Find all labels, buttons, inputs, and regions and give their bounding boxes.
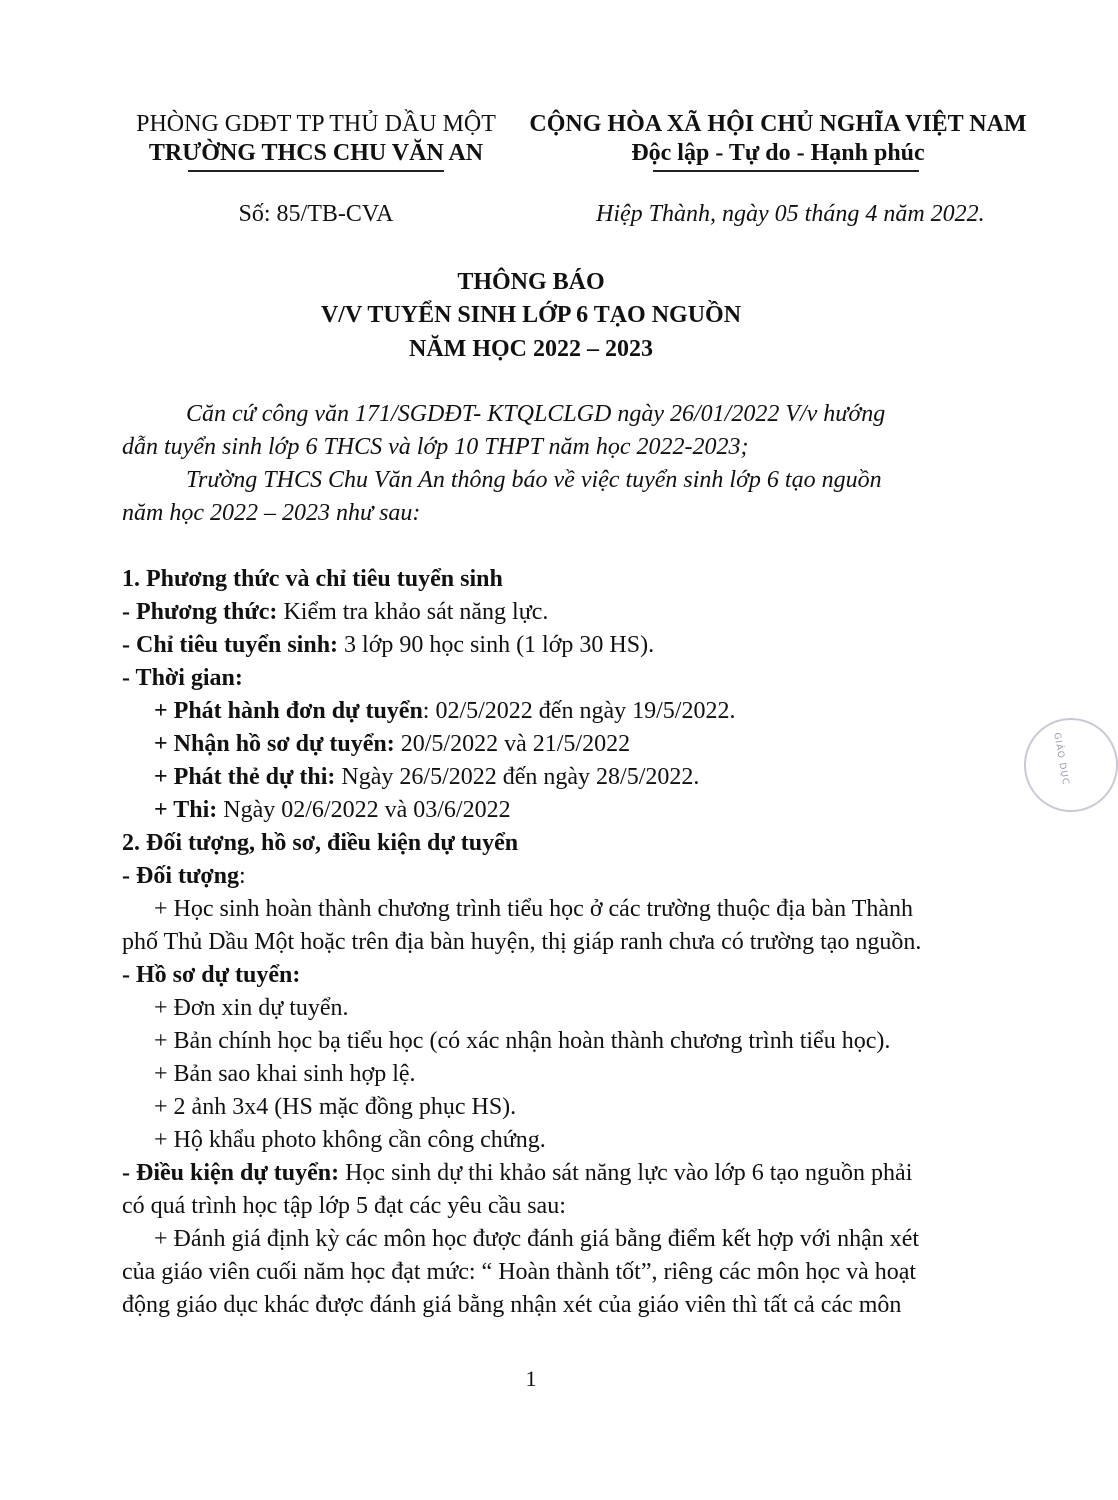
evaluation-line-cont: của giáo viên cuối năm học đạt mức: “ Hoàn thành tốt”, riêng các môn học và hoạt [122, 1259, 917, 1285]
intro-legal-basis-cont: dẫn tuyển sinh lớp 6 THCS và lớp 10 THPT năm học 2022-2023; [122, 434, 749, 460]
card-line [154, 761, 699, 794]
card-value: Ngày 26/5/2022 đến ngày 28/5/2022. [335, 764, 700, 790]
dossier-item: + Bản chính học bạ tiểu học (có xác nhận hoàn thành chương trình tiểu học). [154, 1028, 891, 1054]
exam-line [154, 794, 511, 827]
condition-cont: có quá trình học tập lớp 5 đạt các yêu cầu sau: [122, 1193, 566, 1219]
page-number: 1 [525, 1366, 537, 1391]
exam-value: Ngày 02/6/2022 và 03/6/2022 [217, 797, 511, 823]
subject-desc-cont: phố Thủ Dầu Một hoặc trên địa bàn huyện, thị giáp ranh chưa có trường tạo nguồn. [122, 929, 922, 955]
department-name: PHÒNG GDĐT TP THỦ DẦU MỘT [136, 111, 496, 137]
evaluation-line-cont2: động giáo dục khác được đánh giá bằng nhận xét của giáo viên thì tất cả các môn [122, 1292, 902, 1318]
card-label: + Phát thẻ dự thi: [154, 764, 336, 790]
method-line [122, 596, 548, 629]
method-value: Kiểm tra khảo sát năng lực. [277, 599, 549, 625]
quota-label: - Chỉ tiêu tuyển sinh: [122, 632, 339, 658]
intro-announcement: Trường THCS Chu Văn An thông báo về việc tuyển sinh lớp 6 tạo nguồn [186, 467, 882, 493]
dossier-item: + Bản sao khai sinh hợp lệ. [154, 1061, 416, 1087]
condition-label: - Điều kiện dự tuyển: [122, 1160, 340, 1186]
document-subject: V/V TUYỂN SINH LỚP 6 TẠO NGUỒN [320, 302, 742, 328]
subject-desc: + Học sinh hoàn thành chương trình tiểu học ở các trường thuộc địa bàn Thành [154, 896, 913, 922]
school-year: NĂM HỌC 2022 – 2023 [409, 336, 653, 362]
dossier-label: - Hồ sơ dự tuyển: [122, 962, 301, 988]
subject-colon: : [239, 863, 246, 889]
issue-line [154, 695, 735, 728]
issue-value: : 02/5/2022 đến ngày 19/5/2022. [422, 698, 736, 724]
right-header-rule [653, 170, 919, 172]
condition-value: Học sinh dự thi khảo sát năng lực vào lớp 6 tạo nguồn phải [339, 1160, 913, 1186]
dossier-item: + 2 ảnh 3x4 (HS mặc đồng phục HS). [154, 1094, 517, 1120]
condition-line [122, 1157, 912, 1190]
document-title: THÔNG BÁO [457, 269, 605, 295]
partial-stamp [1024, 718, 1118, 812]
intro-announcement-cont: năm học 2022 – 2023 như sau: [122, 500, 421, 526]
section1-heading: 1. Phương thức và chỉ tiêu tuyển sinh [122, 566, 503, 592]
quota-line [122, 629, 654, 662]
dossier-item: + Đơn xin dự tuyển. [154, 995, 349, 1021]
section2-heading: 2. Đối tượng, hồ sơ, điều kiện dự tuyển [122, 830, 519, 856]
receive-line [154, 728, 630, 761]
document-number: Số: 85/TB-CVA [238, 201, 394, 227]
method-label: - Phương thức: [122, 599, 278, 625]
subject-label: - Đối tượng [122, 863, 240, 889]
school-name: TRƯỜNG THCS CHU VĂN AN [148, 140, 484, 166]
country-name: CỘNG HÒA XÃ HỘI CHỦ NGHĨA VIỆT NAM [529, 111, 1027, 137]
stamp-text: GIÁO DỤC [1051, 731, 1071, 787]
receive-value: 20/5/2022 và 21/5/2022 [394, 731, 631, 757]
left-header-rule [188, 170, 444, 172]
exam-label: + Thi: [154, 797, 218, 823]
national-motto: Độc lập - Tự do - Hạnh phúc [631, 140, 925, 166]
evaluation-line: + Đánh giá định kỳ các môn học được đánh giá bằng điểm kết hợp với nhận xét [154, 1226, 920, 1252]
quota-value: 3 lớp 90 học sinh (1 lớp 30 HS). [338, 632, 655, 658]
subject-heading [122, 860, 246, 893]
dossier-item: + Hộ khẩu photo không cần công chứng. [154, 1127, 546, 1153]
receive-label: + Nhận hồ sơ dự tuyển: [154, 731, 395, 757]
intro-legal-basis: Căn cứ công văn 171/SGDĐT- KTQLCLGD ngày 26/01/2022 V/v hướng [186, 401, 886, 427]
place-date: Hiệp Thành, ngày 05 tháng 4 năm 2022. [596, 201, 985, 227]
issue-label: + Phát hành đơn dự tuyển [154, 698, 423, 724]
time-label: - Thời gian: [122, 665, 243, 691]
